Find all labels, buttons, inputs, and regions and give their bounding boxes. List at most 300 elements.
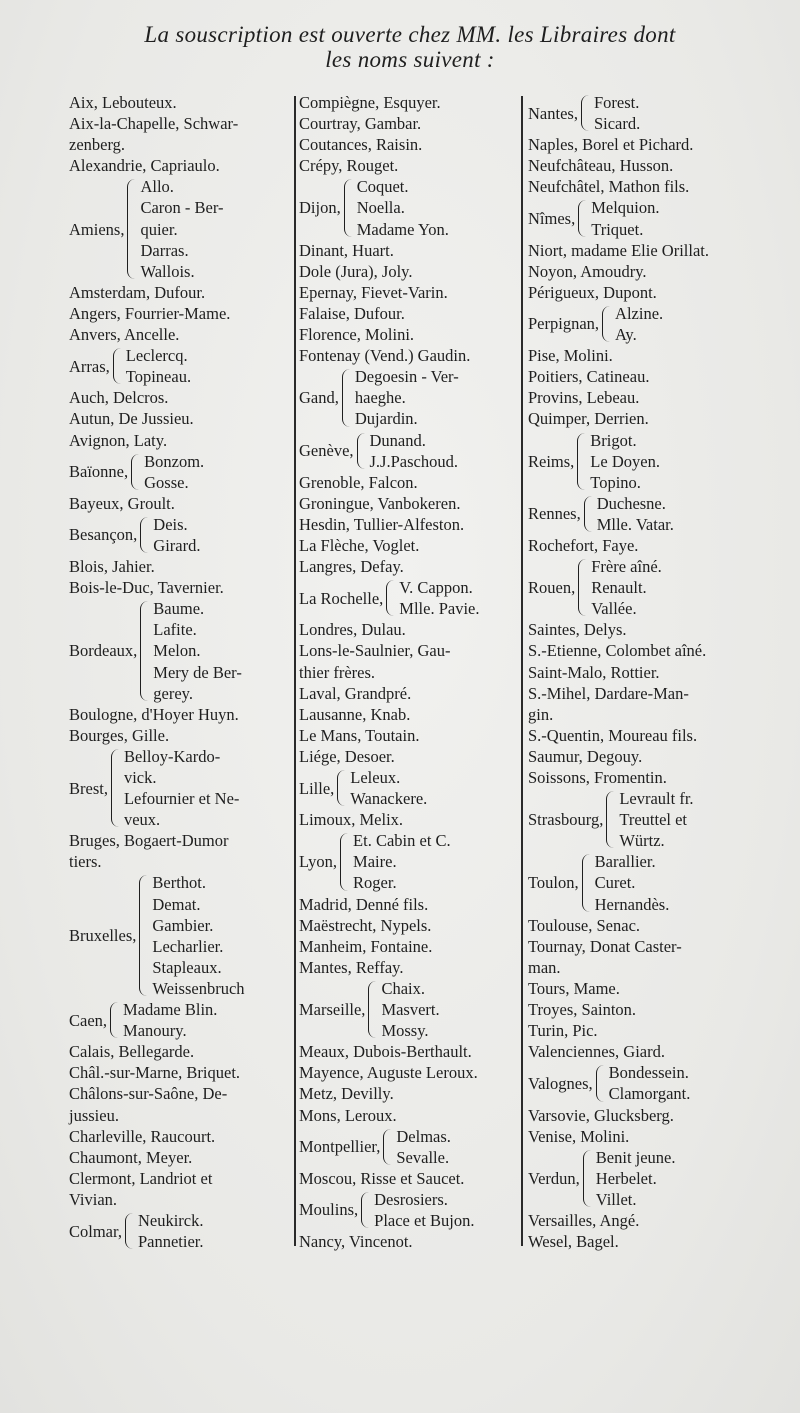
entry-line: Liége, Desoer. bbox=[299, 746, 395, 766]
city-name: Colmar, bbox=[69, 1221, 122, 1241]
brace-icon bbox=[340, 833, 351, 890]
bookseller-group bbox=[528, 788, 796, 851]
bookseller-names bbox=[152, 872, 244, 999]
bookseller-entry bbox=[299, 683, 519, 704]
bookseller-group bbox=[69, 1210, 291, 1252]
bookseller-name: Roger. bbox=[353, 873, 397, 893]
bookseller-name: Frère aîné. bbox=[591, 557, 662, 577]
brace-icon bbox=[111, 749, 122, 827]
bookseller-name: Herbelet. bbox=[595, 1168, 657, 1188]
bookseller-name: Barallier. bbox=[594, 852, 656, 872]
bookseller-entry bbox=[528, 767, 796, 788]
bookseller-name: Alzine. bbox=[615, 303, 664, 323]
entry-line: Mons, Leroux. bbox=[299, 1105, 397, 1125]
bookseller-name: gerey. bbox=[153, 683, 193, 703]
bookseller-entry bbox=[299, 1168, 519, 1189]
bookseller-entry bbox=[299, 472, 519, 493]
bookseller-entry bbox=[528, 978, 796, 999]
entry-line: Angers, Fourrier-Mame. bbox=[69, 303, 231, 323]
city-name: Lille, bbox=[299, 778, 335, 798]
bookseller-names bbox=[138, 1210, 204, 1252]
entry-line: S.-Etienne, Colombet aîné. bbox=[528, 641, 707, 661]
brace-icon bbox=[383, 1129, 394, 1165]
bookseller-name: Triquet. bbox=[591, 219, 644, 239]
bookseller-entry bbox=[528, 176, 796, 197]
brace-icon bbox=[578, 559, 589, 616]
bookseller-name: Melon. bbox=[153, 641, 201, 661]
bookseller-column-1 bbox=[69, 92, 291, 1252]
bookseller-name: Caron - Ber- bbox=[140, 198, 224, 218]
brace-icon bbox=[140, 601, 151, 700]
entry-line: Nancy, Vincenot. bbox=[299, 1232, 413, 1252]
bookseller-group bbox=[528, 303, 796, 345]
city-name: Nantes, bbox=[528, 103, 578, 123]
entry-line: Lons-le-Saulnier, Gau- bbox=[299, 641, 451, 661]
bookseller-name: Mlle. Pavie. bbox=[399, 599, 480, 619]
bookseller-entry bbox=[299, 155, 519, 176]
entry-line: S.-Mihel, Dardare-Man- bbox=[528, 683, 689, 703]
page-heading bbox=[40, 22, 780, 72]
bookseller-name: Bonzom. bbox=[144, 451, 205, 471]
bookseller-entry bbox=[299, 324, 519, 345]
bookseller-entry bbox=[299, 514, 519, 535]
bookseller-names bbox=[594, 92, 640, 134]
entry-line: Compiègne, Esquyer. bbox=[299, 93, 441, 112]
column-divider bbox=[294, 96, 296, 1246]
bookseller-entry bbox=[299, 915, 519, 936]
bookseller-entry bbox=[299, 1041, 519, 1062]
brace-icon bbox=[125, 1213, 136, 1249]
bookseller-name: Pannetier. bbox=[137, 1232, 204, 1252]
entry-line: Pise, Molini. bbox=[528, 346, 613, 366]
entry-line: Rochefort, Faye. bbox=[528, 535, 639, 555]
bookseller-group bbox=[299, 767, 519, 809]
heading-line-2: les noms suivent : bbox=[325, 47, 495, 72]
brace-icon bbox=[342, 369, 353, 426]
entry-line: zenberg. bbox=[69, 135, 126, 155]
city-name: Rouen, bbox=[528, 578, 576, 598]
bookseller-name: V. Cappon. bbox=[399, 578, 473, 598]
bookseller-names bbox=[153, 598, 242, 703]
bookseller-entry bbox=[528, 746, 796, 767]
brace-icon bbox=[581, 95, 592, 131]
bookseller-names bbox=[591, 197, 659, 239]
bookseller-group bbox=[69, 598, 291, 703]
bookseller-entry bbox=[299, 113, 519, 134]
bookseller-name: Ay. bbox=[615, 325, 637, 345]
entry-line: Moscou, Risse et Saucet. bbox=[299, 1168, 465, 1188]
bookseller-name: Topineau. bbox=[125, 367, 192, 387]
brace-icon bbox=[110, 1002, 121, 1038]
bookseller-name: Mlle. Vatar. bbox=[596, 514, 674, 534]
entry-line: Mayence, Auguste Leroux. bbox=[299, 1063, 478, 1083]
entry-line: Hesdin, Tullier-Alfeston. bbox=[299, 514, 465, 534]
bookseller-name: Delmas. bbox=[396, 1126, 451, 1146]
bookseller-names bbox=[590, 430, 660, 493]
brace-icon bbox=[113, 348, 124, 384]
city-name: Baïonne, bbox=[69, 462, 129, 482]
bookseller-names bbox=[396, 1126, 451, 1168]
bookseller-names bbox=[595, 851, 670, 914]
city-name: Toulon, bbox=[528, 873, 579, 893]
entry-line: man. bbox=[528, 957, 561, 977]
bookseller-entry bbox=[69, 113, 291, 155]
city-name: Reims, bbox=[528, 451, 575, 471]
bookseller-name: Levrault fr. bbox=[619, 789, 694, 809]
bookseller-name: Lefournier et Ne- bbox=[123, 789, 240, 809]
entry-line: Provins, Lebeau. bbox=[528, 388, 640, 408]
city-name: Besançon, bbox=[69, 525, 138, 545]
bookseller-group bbox=[528, 197, 796, 239]
bookseller-entry bbox=[528, 261, 796, 282]
entry-line: thier frères. bbox=[299, 662, 376, 682]
entry-line: Florence, Molini. bbox=[299, 325, 415, 345]
bookseller-name: Madame Yon. bbox=[356, 219, 449, 239]
bookseller-entry bbox=[528, 1020, 796, 1041]
entry-line: Neufchâtel, Mathon fils. bbox=[528, 177, 690, 197]
bookseller-entry bbox=[69, 1126, 291, 1147]
bookseller-group bbox=[69, 514, 291, 556]
bookseller-name: Darras. bbox=[140, 240, 189, 260]
city-name: Montpellier, bbox=[299, 1137, 381, 1157]
bookseller-name: Vallée. bbox=[591, 599, 637, 619]
bookseller-entry bbox=[528, 282, 796, 303]
brace-icon bbox=[139, 875, 150, 996]
entry-line: Epernay, Fievet-Varin. bbox=[299, 282, 448, 302]
bookseller-entry bbox=[69, 387, 291, 408]
bookseller-entry bbox=[299, 92, 519, 113]
bookseller-entry bbox=[299, 535, 519, 556]
bookseller-entry bbox=[299, 1083, 519, 1104]
bookseller-group bbox=[69, 345, 291, 387]
bookseller-group bbox=[299, 366, 519, 429]
bookseller-names bbox=[357, 176, 449, 239]
bookseller-group bbox=[299, 830, 519, 893]
bookseller-names bbox=[381, 978, 439, 1041]
bookseller-group bbox=[528, 430, 796, 493]
bookseller-name: Clamorgant. bbox=[608, 1084, 691, 1104]
bookseller-name: Lecharlier. bbox=[152, 936, 224, 956]
bookseller-name: Gosse. bbox=[144, 472, 189, 492]
bookseller-name: Renault. bbox=[591, 578, 647, 598]
bookseller-entry bbox=[528, 366, 796, 387]
entry-line: Soissons, Fromentin. bbox=[528, 768, 667, 787]
bookseller-name: Hernandès. bbox=[594, 894, 670, 914]
entry-line: Turin, Pic. bbox=[528, 1021, 598, 1041]
entry-line: Meaux, Dubois-Berthault. bbox=[299, 1042, 472, 1062]
city-name: Bruxelles, bbox=[69, 926, 137, 946]
bookseller-name: Weissenbruch bbox=[152, 978, 245, 998]
bookseller-name: Mery de Ber- bbox=[153, 662, 242, 682]
bookseller-name: Lafite. bbox=[153, 620, 197, 640]
bookseller-group bbox=[69, 451, 291, 493]
city-name: Strasbourg, bbox=[528, 810, 604, 830]
bookseller-entry bbox=[528, 1210, 796, 1231]
bookseller-names bbox=[615, 303, 663, 345]
bookseller-entry bbox=[69, 1062, 291, 1083]
bookseller-name: quier. bbox=[140, 219, 178, 239]
bookseller-name: J.J.Paschoud. bbox=[369, 451, 458, 471]
city-name: Genève, bbox=[299, 441, 354, 461]
brace-icon bbox=[602, 306, 613, 342]
bookseller-entry bbox=[299, 1105, 519, 1126]
bookseller-name: Girard. bbox=[153, 535, 201, 555]
bookseller-entry bbox=[528, 240, 796, 261]
entry-line: Bayeux, Groult. bbox=[69, 493, 175, 513]
city-name: Bordeaux, bbox=[69, 641, 138, 661]
bookseller-name: Villet. bbox=[595, 1189, 637, 1209]
bookseller-names bbox=[123, 999, 217, 1041]
bookseller-entry bbox=[528, 725, 796, 746]
entry-line: S.-Quentin, Moureau fils. bbox=[528, 725, 698, 745]
bookseller-group bbox=[299, 1126, 519, 1168]
bookseller-names bbox=[591, 556, 662, 619]
bookseller-entry bbox=[299, 493, 519, 514]
entry-line: Boulogne, d'Hoyer Huyn. bbox=[69, 704, 239, 724]
bookseller-names bbox=[353, 830, 451, 893]
entry-line: Noyon, Amoudry. bbox=[528, 261, 647, 281]
entry-line: Metz, Devilly. bbox=[299, 1084, 394, 1104]
brace-icon bbox=[357, 433, 368, 469]
bookseller-entry bbox=[299, 894, 519, 915]
bookseller-entry bbox=[528, 1041, 796, 1062]
column-divider bbox=[521, 96, 523, 1246]
bookseller-group bbox=[528, 851, 796, 914]
bookseller-group bbox=[69, 999, 291, 1041]
brace-icon bbox=[386, 580, 397, 616]
bookseller-entry bbox=[528, 915, 796, 936]
entry-line: Auch, Delcros. bbox=[69, 388, 169, 408]
bookseller-entry bbox=[69, 282, 291, 303]
bookseller-entry bbox=[299, 1062, 519, 1083]
entry-line: Langres, Defay. bbox=[299, 557, 404, 577]
bookseller-names bbox=[126, 345, 191, 387]
brace-icon bbox=[578, 200, 589, 236]
entry-line: Troyes, Sainton. bbox=[528, 1000, 637, 1020]
bookseller-group bbox=[69, 746, 291, 830]
entry-line: Bois-le-Duc, Tavernier. bbox=[69, 578, 224, 598]
bookseller-name: Curet. bbox=[594, 873, 636, 893]
bookseller-name: Madame Blin. bbox=[123, 1000, 218, 1020]
brace-icon bbox=[596, 1065, 607, 1101]
entry-line: Neufchâteau, Husson. bbox=[528, 156, 674, 176]
bookseller-column-3 bbox=[528, 92, 796, 1252]
entry-line: Manheim, Fontaine. bbox=[299, 936, 433, 956]
bookseller-group bbox=[528, 556, 796, 619]
bookseller-names bbox=[596, 1147, 676, 1210]
bookseller-name: Treuttel et bbox=[619, 810, 688, 830]
bookseller-group bbox=[299, 978, 519, 1041]
entry-line: Venise, Molini. bbox=[528, 1126, 630, 1146]
brace-icon bbox=[140, 517, 151, 553]
bookseller-entry bbox=[69, 1168, 291, 1210]
entry-line: Lausanne, Knab. bbox=[299, 704, 411, 724]
bookseller-entry bbox=[528, 1231, 796, 1252]
bookseller-entry bbox=[69, 303, 291, 324]
bookseller-entry bbox=[299, 957, 519, 978]
bookseller-name: Gambier. bbox=[152, 915, 214, 935]
entry-line: Saint-Malo, Rottier. bbox=[528, 662, 660, 682]
entry-line: Clermont, Landriot et bbox=[69, 1168, 213, 1188]
entry-line: Chaumont, Meyer. bbox=[69, 1147, 193, 1167]
bookseller-entry bbox=[69, 324, 291, 345]
bookseller-entry bbox=[528, 345, 796, 366]
bookseller-name: vick. bbox=[123, 768, 157, 787]
entry-line: Wesel, Bagel. bbox=[528, 1232, 619, 1252]
bookseller-names bbox=[350, 767, 427, 809]
entry-line: Mantes, Reffay. bbox=[299, 957, 404, 977]
bookseller-entry bbox=[299, 619, 519, 640]
bookseller-entry bbox=[69, 493, 291, 514]
entry-line: Périgueux, Dupont. bbox=[528, 282, 657, 302]
bookseller-name: Würtz. bbox=[619, 831, 665, 851]
bookseller-name: Duchesne. bbox=[596, 493, 666, 513]
bookseller-entry bbox=[69, 1041, 291, 1062]
entry-line: Bourges, Gille. bbox=[69, 725, 170, 745]
bookseller-names bbox=[153, 514, 200, 556]
bookseller-group bbox=[299, 430, 519, 472]
brace-icon bbox=[361, 1192, 372, 1228]
bookseller-entry bbox=[528, 535, 796, 556]
bookseller-name: Et. Cabin et C. bbox=[353, 831, 451, 851]
bookseller-name: Neukirck. bbox=[137, 1210, 204, 1230]
bookseller-entry bbox=[299, 809, 519, 830]
city-name: La Rochelle, bbox=[299, 588, 384, 608]
entry-line: Madrid, Denné fils. bbox=[299, 894, 429, 914]
entry-line: Coutances, Raisin. bbox=[299, 135, 423, 155]
brace-icon bbox=[131, 454, 142, 490]
bookseller-names bbox=[619, 788, 693, 851]
bookseller-entry bbox=[528, 1126, 796, 1147]
bookseller-entry bbox=[299, 134, 519, 155]
bookseller-name: Benit jeune. bbox=[595, 1147, 676, 1167]
brace-icon bbox=[368, 981, 379, 1038]
bookseller-name: Manoury. bbox=[123, 1021, 187, 1041]
entry-line: Fontenay (Vend.) Gaudin. bbox=[299, 346, 471, 366]
entry-line: Groningue, Vanbokeren. bbox=[299, 493, 461, 513]
entry-line: Crépy, Rouget. bbox=[299, 156, 399, 176]
bookseller-entry bbox=[528, 408, 796, 429]
bookseller-group bbox=[528, 493, 796, 535]
bookseller-name: Berthot. bbox=[152, 873, 206, 893]
bookseller-name: Topino. bbox=[590, 472, 641, 492]
bookseller-entry bbox=[69, 704, 291, 725]
bookseller-entry bbox=[528, 640, 796, 661]
bookseller-entry bbox=[69, 556, 291, 577]
bookseller-group bbox=[69, 176, 291, 281]
bookseller-entry bbox=[299, 746, 519, 767]
entry-line: Londres, Dulau. bbox=[299, 620, 406, 640]
bookseller-entry bbox=[69, 155, 291, 176]
bookseller-name: Belloy-Kardo- bbox=[123, 746, 221, 766]
bookseller-entry bbox=[69, 577, 291, 598]
entry-line: jussieu. bbox=[69, 1105, 119, 1125]
entry-line: Vivian. bbox=[69, 1189, 118, 1209]
entry-line: Anvers, Ancelle. bbox=[69, 325, 180, 345]
entry-line: gin. bbox=[528, 704, 554, 724]
brace-icon bbox=[344, 179, 355, 236]
brace-icon bbox=[583, 1150, 594, 1207]
bookseller-entry bbox=[69, 408, 291, 429]
heading-line-1: La souscription est ouverte chez MM. les Libraires dont bbox=[144, 22, 676, 47]
entry-line: Tours, Mame. bbox=[528, 978, 620, 998]
bookseller-names bbox=[597, 493, 674, 535]
bookseller-entry bbox=[299, 345, 519, 366]
bookseller-entry bbox=[299, 1231, 519, 1252]
city-name: Gand, bbox=[299, 388, 339, 408]
bookseller-group bbox=[528, 92, 796, 134]
entry-line: Varsovie, Glucksberg. bbox=[528, 1105, 674, 1125]
bookseller-name: Dunand. bbox=[369, 430, 426, 450]
bookseller-name: Wallois. bbox=[140, 261, 195, 281]
entry-line: Châl.-sur-Marne, Briquet. bbox=[69, 1063, 241, 1083]
bookseller-name: Chaix. bbox=[381, 978, 425, 998]
entry-line: Saintes, Delys. bbox=[528, 620, 627, 640]
bookseller-entry bbox=[69, 1083, 291, 1125]
entry-line: Le Mans, Toutain. bbox=[299, 725, 420, 745]
bookseller-name: Melquion. bbox=[591, 198, 660, 218]
bookseller-entry bbox=[528, 1105, 796, 1126]
bookseller-entry bbox=[528, 683, 796, 725]
entry-line: Autun, De Jussieu. bbox=[69, 409, 194, 429]
bookseller-name: Leleux. bbox=[350, 768, 401, 787]
entry-line: Bruges, Bogaert-Dumor bbox=[69, 831, 229, 851]
bookseller-entry bbox=[528, 662, 796, 683]
entry-line: Aix, Lebouteux. bbox=[69, 93, 177, 112]
bookseller-name: Place et Bujon. bbox=[374, 1210, 475, 1230]
bookseller-entry bbox=[299, 640, 519, 682]
entry-line: Poitiers, Catineau. bbox=[528, 367, 650, 387]
entry-line: Courtray, Gambar. bbox=[299, 114, 422, 134]
bookseller-entry bbox=[528, 155, 796, 176]
bookseller-entry bbox=[528, 387, 796, 408]
entry-line: Naples, Borel et Pichard. bbox=[528, 135, 694, 155]
bookseller-group bbox=[299, 1189, 519, 1231]
bookseller-entry bbox=[69, 725, 291, 746]
bookseller-name: Maire. bbox=[353, 852, 397, 872]
bookseller-name: Coquet. bbox=[356, 177, 409, 197]
bookseller-group bbox=[69, 872, 291, 999]
brace-icon bbox=[584, 496, 595, 532]
entry-line: Maëstrecht, Nypels. bbox=[299, 915, 432, 935]
bookseller-name: Sevalle. bbox=[396, 1147, 450, 1167]
bookseller-entry bbox=[299, 556, 519, 577]
bookseller-names bbox=[609, 1062, 691, 1104]
bookseller-group bbox=[299, 176, 519, 239]
bookseller-entry bbox=[299, 261, 519, 282]
bookseller-name: Allo. bbox=[140, 177, 174, 197]
entry-line: Blois, Jahier. bbox=[69, 557, 155, 577]
city-name: Marseille, bbox=[299, 1000, 366, 1020]
bookseller-name: Deis. bbox=[153, 514, 188, 534]
bookseller-name: Mossy. bbox=[381, 1021, 429, 1041]
bookseller-names bbox=[370, 430, 458, 472]
brace-icon bbox=[127, 179, 138, 278]
entry-line: Limoux, Melix. bbox=[299, 810, 404, 830]
bookseller-name: Stapleaux. bbox=[152, 957, 222, 977]
bookseller-group bbox=[528, 1147, 796, 1210]
bookseller-entry bbox=[528, 134, 796, 155]
entry-line: La Flèche, Voglet. bbox=[299, 535, 420, 555]
bookseller-entry bbox=[528, 619, 796, 640]
entry-line: Avignon, Laty. bbox=[69, 430, 168, 450]
entry-line: Versailles, Angé. bbox=[528, 1210, 640, 1230]
city-name: Dijon, bbox=[299, 198, 341, 218]
entry-line: Alexandrie, Capriaulo. bbox=[69, 156, 220, 176]
entry-line: Saumur, Degouy. bbox=[528, 746, 643, 766]
bookseller-entry bbox=[69, 92, 291, 113]
entry-line: tiers. bbox=[69, 852, 102, 872]
